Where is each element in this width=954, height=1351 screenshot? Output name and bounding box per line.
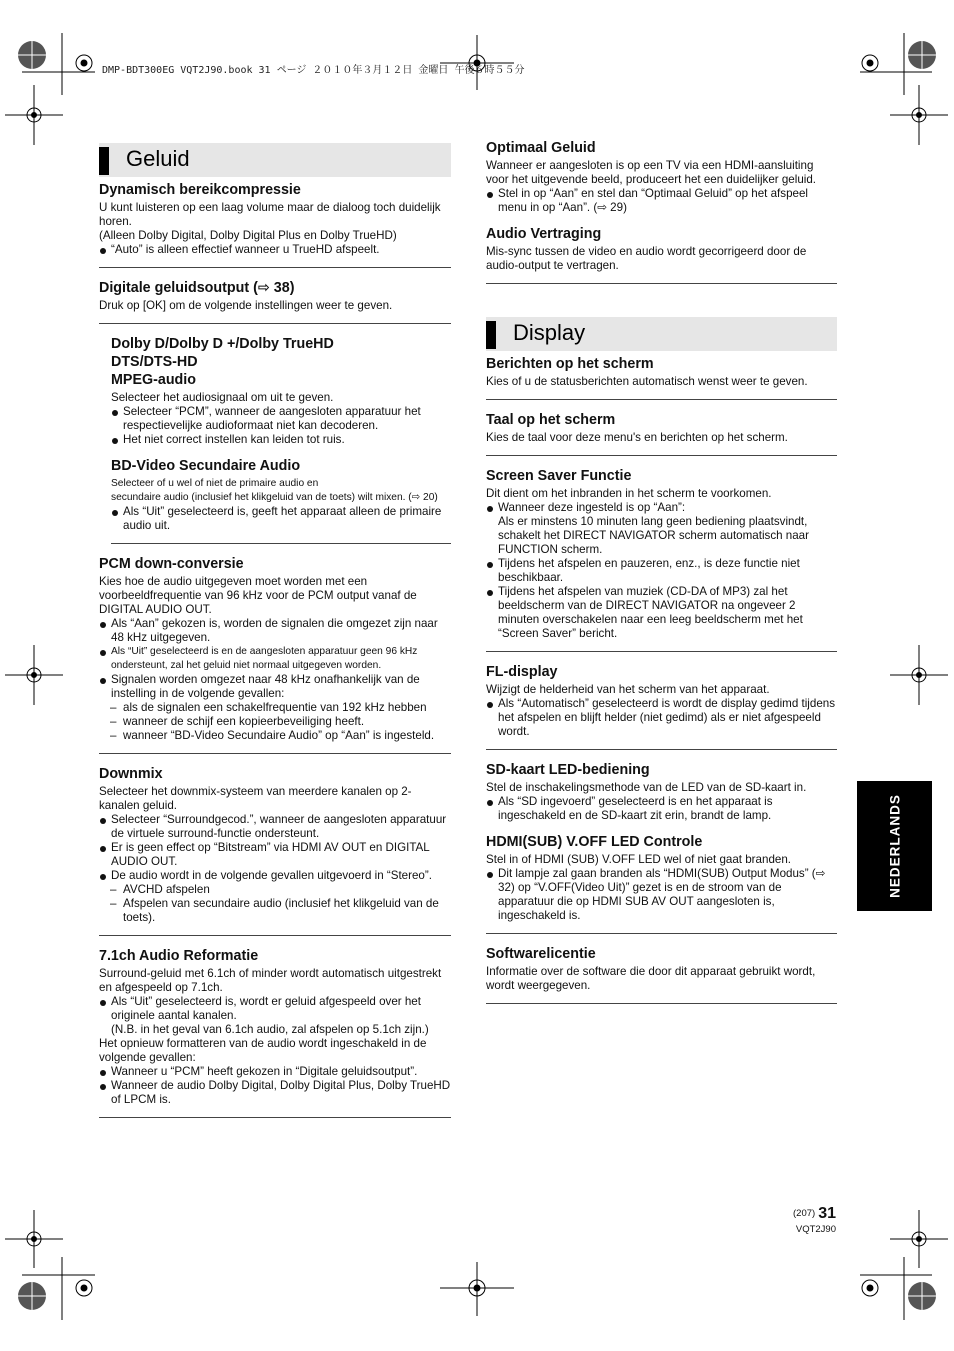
dash-item: – wanneer “BD-Video Secundaire Audio” op “Aan” is ingesteld.: [99, 729, 451, 743]
bullet-item: Als “Aan” gekozen is, worden de signalen die omgezet zijn naar 48 kHz uitgegeven.: [99, 617, 451, 645]
right-blocks: [486, 355, 837, 1004]
dash-item: – wanneer de schijf een kopieerbeveiliging heeft.: [99, 715, 451, 729]
setting-title: Berichten op het scherm: [486, 356, 654, 372]
paragraph: (Alleen Dolby Digital, Dolby Digital Plus en Dolby TrueHD): [99, 229, 397, 242]
setting-title: Audio Vertraging: [486, 226, 602, 242]
sub-paragraph: (N.B. in het geval van 6.1ch audio, zal afspelen op 5.1ch zijn.): [111, 1023, 429, 1036]
section-title: Display: [513, 320, 586, 345]
bullet-item: Stel in op “Aan” en stel dan “Optimaal Geluid” op het afspeel menu in op “Aan”. (⇨ 29): [486, 187, 837, 215]
bullet-item: Wanneer deze ingesteld is op “Aan”:: [486, 501, 837, 515]
setting-block: [486, 411, 837, 456]
paragraph: Het opnieuw formatteren van de audio wordt ingeschakeld in de volgende gevallen:: [99, 1037, 427, 1064]
setting-title: Downmix: [99, 766, 163, 782]
print-header: DMP-BDT300EG VQT2J90.book 31 ページ ２０１０年３月１２日 金曜日 午後６時５５分: [102, 65, 525, 76]
setting-title: Softwarelicentie: [486, 946, 596, 962]
setting-block: [99, 181, 451, 268]
setting-title: Dynamisch bereikcompressie: [99, 182, 301, 198]
setting-title: BD-Video Secundaire Audio: [111, 458, 301, 474]
bullet-item: Als “Uit” geselecteerd is, wordt er geluid afgespeeld over het originele aantal kanalen.: [99, 995, 451, 1023]
paragraph: Kies hoe de audio uitgegeven moet worden met een voorbeeldfrequentie van 96 kHz voor de PCM output vanaf de DIGITAL AUDIO OUT.: [99, 575, 417, 616]
paragraph: U kunt luisteren op een laag volume maar de dialoog toch duidelijk horen.: [99, 201, 441, 228]
right-top-blocks: [486, 139, 837, 284]
section-bar: [99, 147, 109, 175]
setting-block: [486, 139, 837, 219]
bullet-item: Tijdens het afspelen en pauzeren, enz., is deze functie niet beschikbaar.: [486, 557, 837, 585]
setting-title: 7.1ch Audio Reformatie: [99, 948, 259, 964]
setting-title: FL-display: [486, 664, 558, 680]
paragraph: Wanneer er aangesloten is op een TV via een HDMI-aansluiting voor het uitgevende beeld, produceert het een duidelijker geluid.: [486, 159, 817, 186]
setting-block: [486, 355, 837, 400]
paragraph: Stel de inschakelingsmethode van de LED van de SD-kaart in.: [486, 781, 807, 794]
section-header-geluid: [99, 143, 451, 177]
bullet-item: Als “Uit” geselecteerd is en de aangesloten apparatuur geen 96 kHz ondersteunt, zal het geluid niet normaal uitgegeven worden.: [99, 645, 451, 673]
section-bar: [486, 321, 496, 349]
setting-block: [486, 663, 837, 750]
paragraph: Wijzigt de helderheid van het scherm van het apparaat.: [486, 683, 770, 696]
setting-block: [111, 335, 451, 451]
paragraph: Dit dient om het inbranden in het scherm te voorkomen.: [486, 487, 772, 500]
bullet-item: Het niet correct instellen kan leiden tot ruis.: [111, 433, 451, 447]
paragraph: Mis-sync tussen de video en audio wordt gecorrigeerd door de audio-output te vertragen.: [486, 245, 807, 272]
document-code: VQT2J90: [795, 1224, 836, 1235]
page-number-value: 31: [818, 1205, 836, 1222]
paragraph: Informatie over de software die door dit apparaat gebruikt wordt, wordt weergegeven.: [486, 965, 816, 992]
language-tab: [857, 781, 932, 911]
setting-title: Dolby D/Dolby D +/Dolby TrueHD DTS/DTS-HD MPEG-audio: [111, 336, 334, 388]
bullet-item: Als “Automatisch” geselecteerd is wordt de display gedimd tijdens het afspelen en blijft helder (niet gedimd) als er niet afgespeeld wordt.: [486, 697, 837, 739]
bullet-item: Selecteer “Surroundgecod.”, wanneer de aangesloten apparatuur de virtuele surround-functie ondersteunt.: [99, 813, 451, 841]
bullet-item: Wanneer u “PCM” heeft gekozen in “Digitale geluidsoutput”.: [99, 1065, 451, 1079]
paragraph: Surround-geluid met 6.1ch of minder wordt automatisch uitgestrekt en afgespeeld op 7.1ch.: [99, 967, 442, 994]
dash-item: – als de signalen een schakelfrequentie van 192 kHz hebben: [99, 701, 451, 715]
bullet-item: Signalen worden omgezet naar 48 kHz onafhankelijk van de instelling in de volgende gevallen:: [99, 673, 451, 701]
paragraph: secundaire audio (inclusief het klikgeluid van de toets) wilt mixen. (⇨ 20): [111, 492, 438, 503]
setting-block: [99, 279, 451, 324]
bullet-item: Dit lampje zal gaan branden als “HDMI(SUB) Output Modus” (⇨ 32) op “V.OFF(Video Uit)” gezet is en de stroom van de apparatuur die op HDMI SUB AV OUT aangesloten is, ingeschakeld is.: [486, 867, 837, 923]
setting-title: Digitale geluidsoutput (⇨ 38): [99, 280, 295, 296]
section-title: Geluid: [126, 146, 190, 171]
bullet-item: Wanneer de audio Dolby Digital, Dolby Digital Plus, Dolby TrueHD of LPCM is.: [99, 1079, 451, 1107]
setting-block: [111, 457, 451, 544]
right-column: [486, 139, 837, 1015]
setting-title: Taal op het scherm: [486, 412, 616, 428]
dash-item: – Afspelen van secundaire audio (inclusief het klikgeluid van de toets).: [99, 897, 451, 925]
paragraph: Kies de taal voor deze menu's en berichten op het scherm.: [486, 431, 788, 444]
setting-title: HDMI(SUB) V.OFF LED Controle: [486, 834, 703, 850]
left-column: [99, 143, 451, 1129]
paragraph: Druk op [OK] om de volgende instellingen weer te geven.: [99, 299, 393, 312]
paragraph: Stel in of HDMI (SUB) V.OFF LED wel of niet gaat branden.: [486, 853, 792, 866]
sub-paragraph: Als er minstens 10 minuten lang geen bediening plaatsvindt, schakelt het DIRECT NAVIGATOR scherm automatisch naar FUNCTION scherm.: [498, 515, 809, 556]
bullet-item: Er is geen effect op “Bitstream” via HDMI AV OUT en DIGITAL AUDIO OUT.: [99, 841, 451, 869]
setting-block: [486, 945, 837, 1004]
setting-title: SD-kaart LED-bediening: [486, 762, 650, 778]
bullet-item: Als “SD ingevoerd” geselecteerd is en het apparaat is ingeschakeld en de SD-kaart zit erin, brandt de lamp.: [486, 795, 837, 823]
left-blocks: [99, 181, 451, 1118]
bullet-item: Tijdens het afspelen van muziek (CD-DA of MP3) zal het beeldscherm van de DIRECT NAVIGATOR na ongeveer 2 minuten overschakelen naar een leeg beeldscherm met het “Screen Saver” bericht.: [486, 585, 837, 641]
bullet-item: De audio wordt in de volgende gevallen uitgevoerd in “Stereo”.: [99, 869, 451, 883]
setting-block: [486, 833, 837, 934]
paragraph: Selecteer het downmix-systeem van meerdere kanalen op 2-kanalen geluid.: [99, 785, 412, 812]
setting-title: Optimaal Geluid: [486, 140, 596, 156]
paragraph: Selecteer het audiosignaal om uit te geven.: [111, 391, 334, 404]
paragraph: Selecteer of u wel of niet de primaire audio en: [111, 478, 319, 489]
dash-item: – AVCHD afspelen: [99, 883, 451, 897]
bullet-item: Als “Uit” geselecteerd is, geeft het apparaat alleen de primaire audio uit.: [111, 505, 451, 533]
setting-title: PCM down-conversie: [99, 556, 244, 572]
section-header-display: [486, 317, 837, 351]
page-ref: (207): [793, 1208, 816, 1219]
setting-block: [99, 947, 451, 1118]
bullet-item: “Auto” is alleen effectief wanneer u TrueHD afspeelt.: [99, 243, 451, 257]
setting-block: [486, 761, 837, 827]
setting-block: [486, 467, 837, 652]
setting-block: [99, 555, 451, 754]
setting-block: [486, 225, 837, 284]
page-number: [793, 1205, 836, 1223]
language-tab-label: NEDERLANDS: [887, 794, 902, 898]
setting-title: Screen Saver Functie: [486, 468, 632, 484]
bullet-item: Selecteer “PCM”, wanneer de aangesloten apparatuur het respectievelijke audioformaat niet kan decoderen.: [111, 405, 451, 433]
setting-block: [99, 765, 451, 936]
paragraph: Kies of u de statusberichten automatisch wenst weer te geven.: [486, 375, 808, 388]
